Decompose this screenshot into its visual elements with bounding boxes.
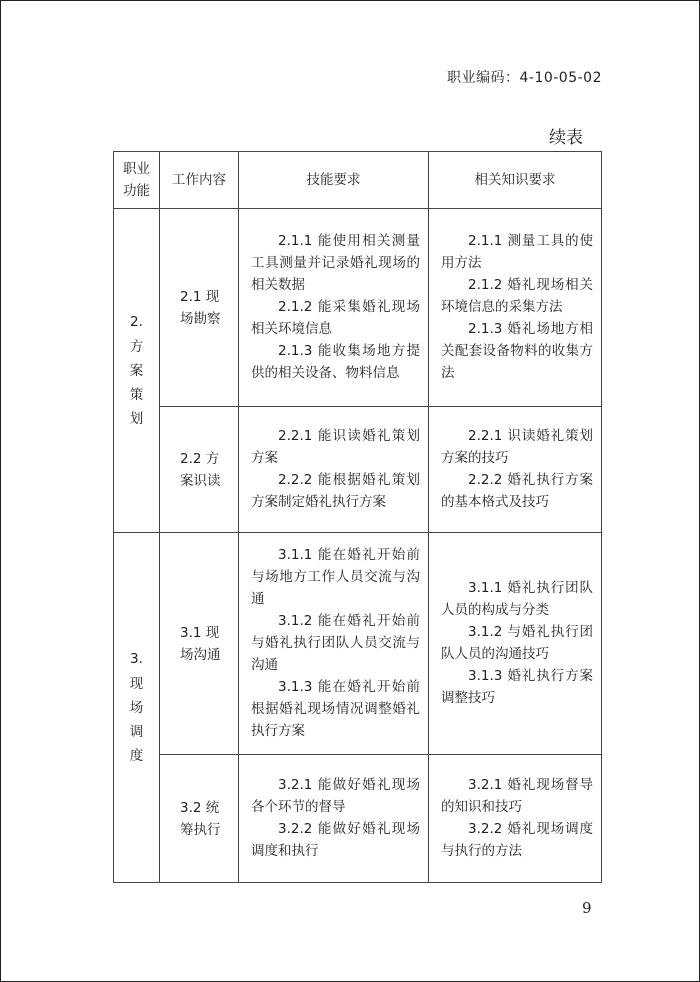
table-row — [114, 407, 602, 533]
table-row — [114, 209, 602, 407]
skills-cell: 3.2.1 能做好婚礼现场各个环节的督导 3.2.2 能做好婚礼现场调度和执行 — [239, 755, 429, 883]
header-skills: 技能要求 — [239, 152, 429, 209]
function-cell-3: 3. 现 场 调 度 — [114, 533, 160, 883]
knowledge-cell: 3.2.1 婚礼现场督导的知识和技巧 3.2.2 婚礼现场调度与执行的方法 — [429, 755, 602, 883]
work-content-cell: 2.1 现场勘察 — [160, 209, 239, 407]
work-content-cell: 3.2 统筹执行 — [160, 755, 239, 883]
table-row — [114, 533, 602, 755]
table-header-row — [114, 152, 602, 209]
skills-cell: 3.1.1 能在婚礼开始前与场地方工作人员交流与沟通 3.1.2 能在婚礼开始前与婚礼执行团队人员交流与沟通 3.1.3 能在婚礼开始前根据婚礼现场情况调整婚礼执行方案 — [239, 533, 429, 755]
page-number: 9 — [582, 899, 592, 917]
knowledge-cell: 2.2.1 识读婚礼策划方案的技巧 2.2.2 婚礼执行方案的基本格式及技巧 — [429, 407, 602, 533]
occupation-code: 职业编码：4-10-05-02 — [446, 70, 602, 86]
skills-table — [113, 151, 602, 883]
function-cell-2: 2. 方 案 策 划 — [114, 209, 160, 533]
skills-cell: 2.2.1 能识读婚礼策划方案 2.2.2 能根据婚礼策划方案制定婚礼执行方案 — [239, 407, 429, 533]
header-content: 工作内容 — [160, 152, 239, 209]
table-row — [114, 755, 602, 883]
skills-cell: 2.1.1 能使用相关测量工具测量并记录婚礼现场的相关数据 2.1.2 能采集婚礼现场相关环境信息 2.1.3 能收集场地方提供的相关设备、物料信息 — [239, 209, 429, 407]
work-content-cell: 3.1 现场沟通 — [160, 533, 239, 755]
continued-label: 续表 — [549, 128, 583, 148]
knowledge-cell: 2.1.1 测量工具的使用方法 2.1.2 婚礼现场相关环境信息的采集方法 2.1.3 婚礼场地方相关配套设备物料的收集方法 — [429, 209, 602, 407]
header-function: 职业 功能 — [114, 152, 160, 209]
knowledge-cell: 3.1.1 婚礼执行团队人员的构成与分类 3.1.2 与婚礼执行团队人员的沟通技巧 3.1.3 婚礼执行方案调整技巧 — [429, 533, 602, 755]
header-knowledge: 相关知识要求 — [429, 152, 602, 209]
work-content-cell: 2.2 方案识读 — [160, 407, 239, 533]
